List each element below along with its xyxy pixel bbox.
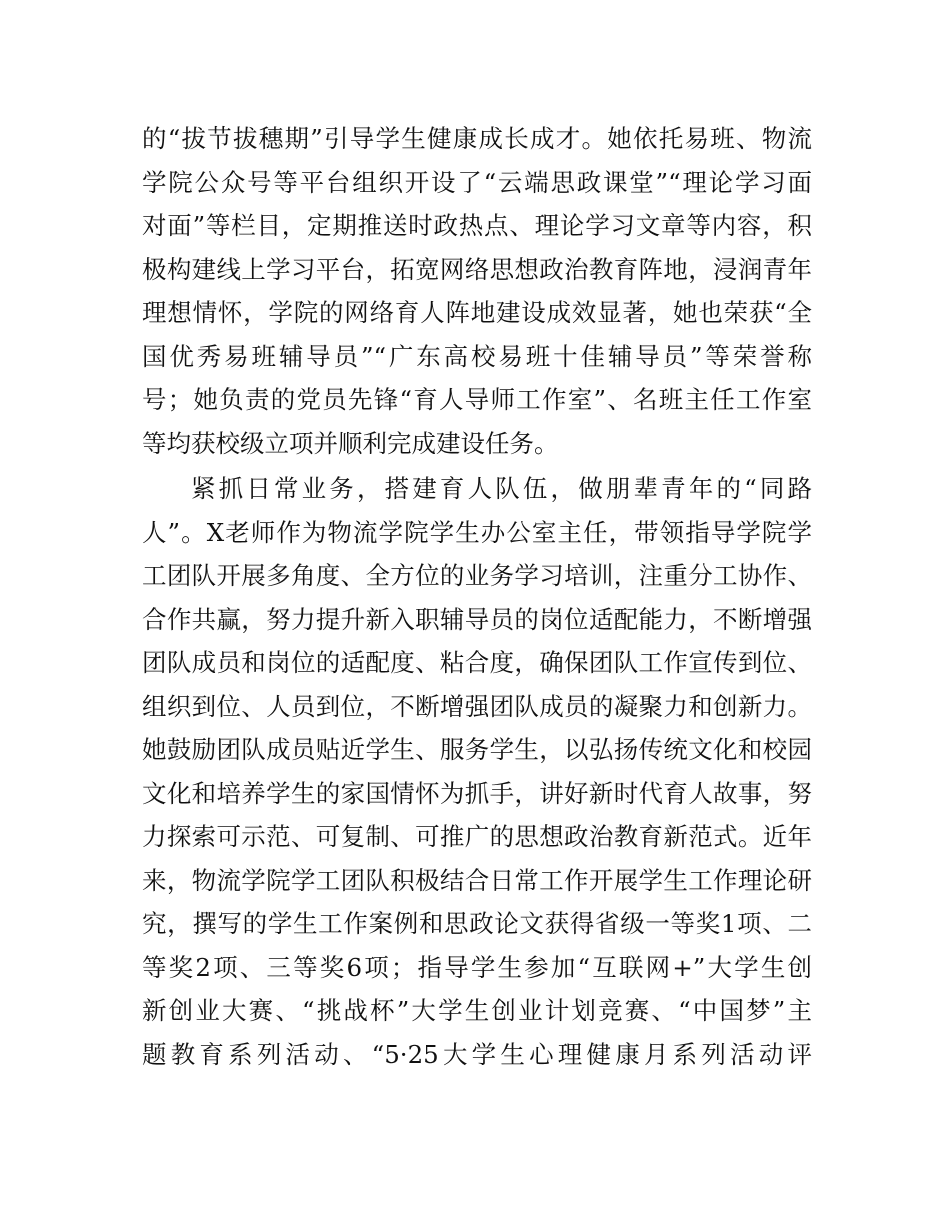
- paragraph-line: 究，撰写的学生工作案例和思政论文获得省级一等奖1项、二: [142, 909, 812, 938]
- paragraph-line: 国优秀易班辅导员”“广东高校易班十佳辅导员”等荣誉称: [142, 341, 812, 371]
- paragraph-line: 合作共赢，努力提升新入职辅导员的岗位适配能力，不断增强: [142, 604, 812, 634]
- paragraph-line: 极构建线上学习平台，拓宽网络思想政治教育阵地，浸润青年: [142, 254, 812, 284]
- paragraph-1: [142, 117, 812, 465]
- paragraph-line: 理想情怀，学院的网络育人阵地建设成效显著，她也荣获“全: [142, 298, 812, 327]
- paragraph-line: 等均获校级立项并顺利完成建设任务。: [142, 428, 559, 458]
- paragraph-line: 力探索可示范、可复制、可推广的思想政治教育新范式。近年: [142, 822, 812, 851]
- paragraph-line: 人”。X老师作为物流学院学生办公室主任，带领指导学院学: [142, 517, 812, 547]
- paragraph-line: 对面”等栏目，定期推送时政热点、理论学习文章等内容，积: [142, 211, 812, 240]
- paragraph-line: 等奖2项、三等奖6项；指导学生参加“互联网+”大学生创: [142, 952, 812, 982]
- paragraph-line: 题教育系列活动、“5·25大学生心理健康月系列活动评: [142, 1039, 812, 1069]
- paragraph-line: 新创业大赛、“挑战杯”大学生创业计划竞赛、“中国梦”主: [142, 996, 812, 1025]
- paragraph-line: 号；她负责的党员先锋“育人导师工作室”、名班主任工作室: [142, 385, 812, 414]
- paragraph-line: 学院公众号等平台组织开设了“云端思政课堂”“理论学习面: [142, 167, 812, 197]
- paragraph-line: 团队成员和岗位的适配度、粘合度，确保团队工作宣传到位、: [142, 648, 812, 677]
- paragraph-line: 文化和培养学生的家国情怀为抓手，讲好新时代育人故事，努: [142, 778, 812, 808]
- paragraph-line: 紧抓日常业务，搭建育人队伍，做朋辈青年的“同路: [191, 474, 812, 503]
- paragraph-line: 的“拔节拔穗期”引导学生健康成长成才。她依托易班、物流: [142, 124, 812, 153]
- paragraph-line: 她鼓励团队成员贴近学生、服务学生，以弘扬传统文化和校园: [142, 735, 812, 764]
- paragraph-line: 来，物流学院学工团队积极结合日常工作开展学生工作理论研: [142, 865, 812, 895]
- paragraph-2: [142, 467, 812, 1076]
- paragraph-line: 组织到位、人员到位，不断增强团队成员的凝聚力和创新力。: [142, 691, 812, 721]
- paragraph-line: 工团队开展多角度、全方位的业务学习培训，注重分工协作、: [142, 561, 812, 590]
